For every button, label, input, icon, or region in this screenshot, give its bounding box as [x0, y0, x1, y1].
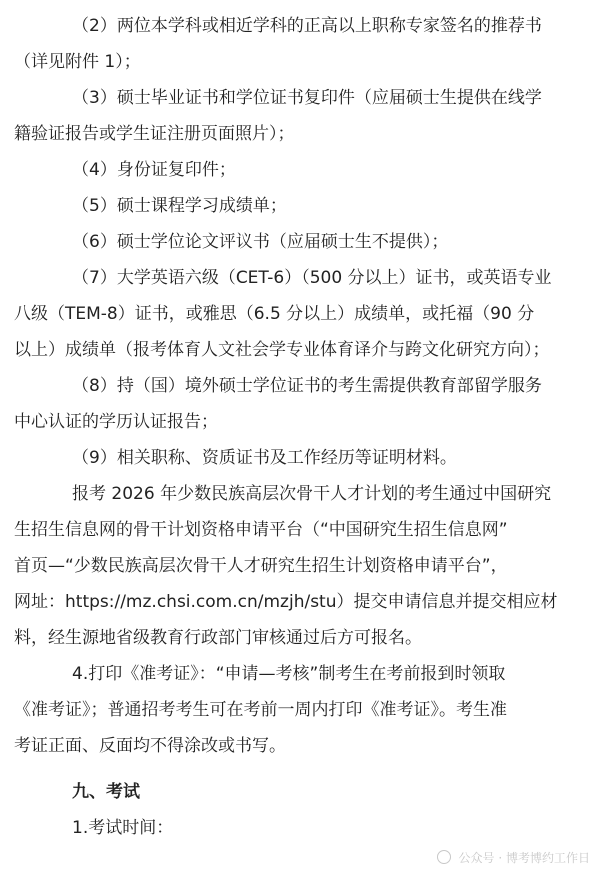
watermark-text: 公众号 · 博考博约工作日: [458, 851, 590, 865]
text-line: 中心认证的学历认证报告；: [14, 412, 218, 432]
text-line: 生招生信息网的骨干计划资格申请平台（“中国研究生招生信息网”: [14, 520, 508, 540]
list-item: [14, 224, 584, 260]
list-item: [14, 260, 584, 368]
text-line: （6）硕士学位论文评议书（应届硕士生不提供）；: [72, 232, 449, 252]
text-line: 九、考试: [72, 782, 140, 802]
text-line: 八级（TEM-8）证书，或雅思（6.5 分以上）成绩单，或托福（90 分: [14, 304, 535, 324]
text-line: （9）相关职称、资质证书及工作经历等证明材料。: [72, 448, 457, 468]
text-line: 网址：https://mz.chsi.com.cn/mzjh/stu）提交申请信息并提交相应材: [14, 592, 558, 612]
text-line: 1.考试时间：: [72, 818, 174, 838]
text-line: 首页—“少数民族高层次骨干人才研究生招生计划资格申请平台”，: [14, 556, 508, 576]
wechat-icon: [437, 850, 451, 864]
text-line: 4.打印《准考证》：“申请—考核”制考生在考前报到时领取: [72, 664, 506, 684]
text-line: （8）持（国）境外硕士学位证书的考生需提供教育部留学服务: [72, 376, 542, 396]
list-item: [14, 152, 584, 188]
text-line: （4）身份证复印件；: [72, 160, 236, 180]
text-line: 料，经生源地省级教育行政部门审核通过后方可报名。: [14, 628, 422, 648]
watermark: [437, 840, 590, 876]
list-item: [14, 188, 584, 224]
text-line: 《准考证》；普通招考考生可在考前一周内打印《准考证》。考生准: [14, 700, 507, 720]
list-item: [14, 8, 584, 80]
list-item: [14, 368, 584, 440]
text-line: 籍验证报告或学生证注册页面照片）；: [14, 124, 295, 144]
text-line: （5）硕士课程学习成绩单；: [72, 196, 287, 216]
section-heading: [14, 774, 584, 810]
paragraph: [14, 476, 584, 656]
text-line: 报考 2026 年少数民族高层次骨干人才计划的考生通过中国研究: [72, 484, 552, 504]
text-line: 考证正面、反面均不得涂改或书写。: [14, 736, 286, 756]
paragraph: [14, 656, 584, 764]
text-line: 以上）成绩单（报考体育人文社会学专业体育译介与跨文化研究方向）；: [14, 340, 550, 360]
text-line: （2）两位本学科或相近学科的正高以上职称专家签名的推荐书: [72, 16, 542, 36]
text-line: （3）硕士毕业证书和学位证书复印件（应届硕士生提供在线学: [72, 88, 542, 108]
list-item: [14, 80, 584, 152]
list-item: [14, 440, 584, 476]
text-line: （详见附件 1）；: [14, 52, 141, 72]
text-line: （7）大学英语六级（CET-6）（500 分以上）证书，或英语专业: [72, 268, 552, 288]
